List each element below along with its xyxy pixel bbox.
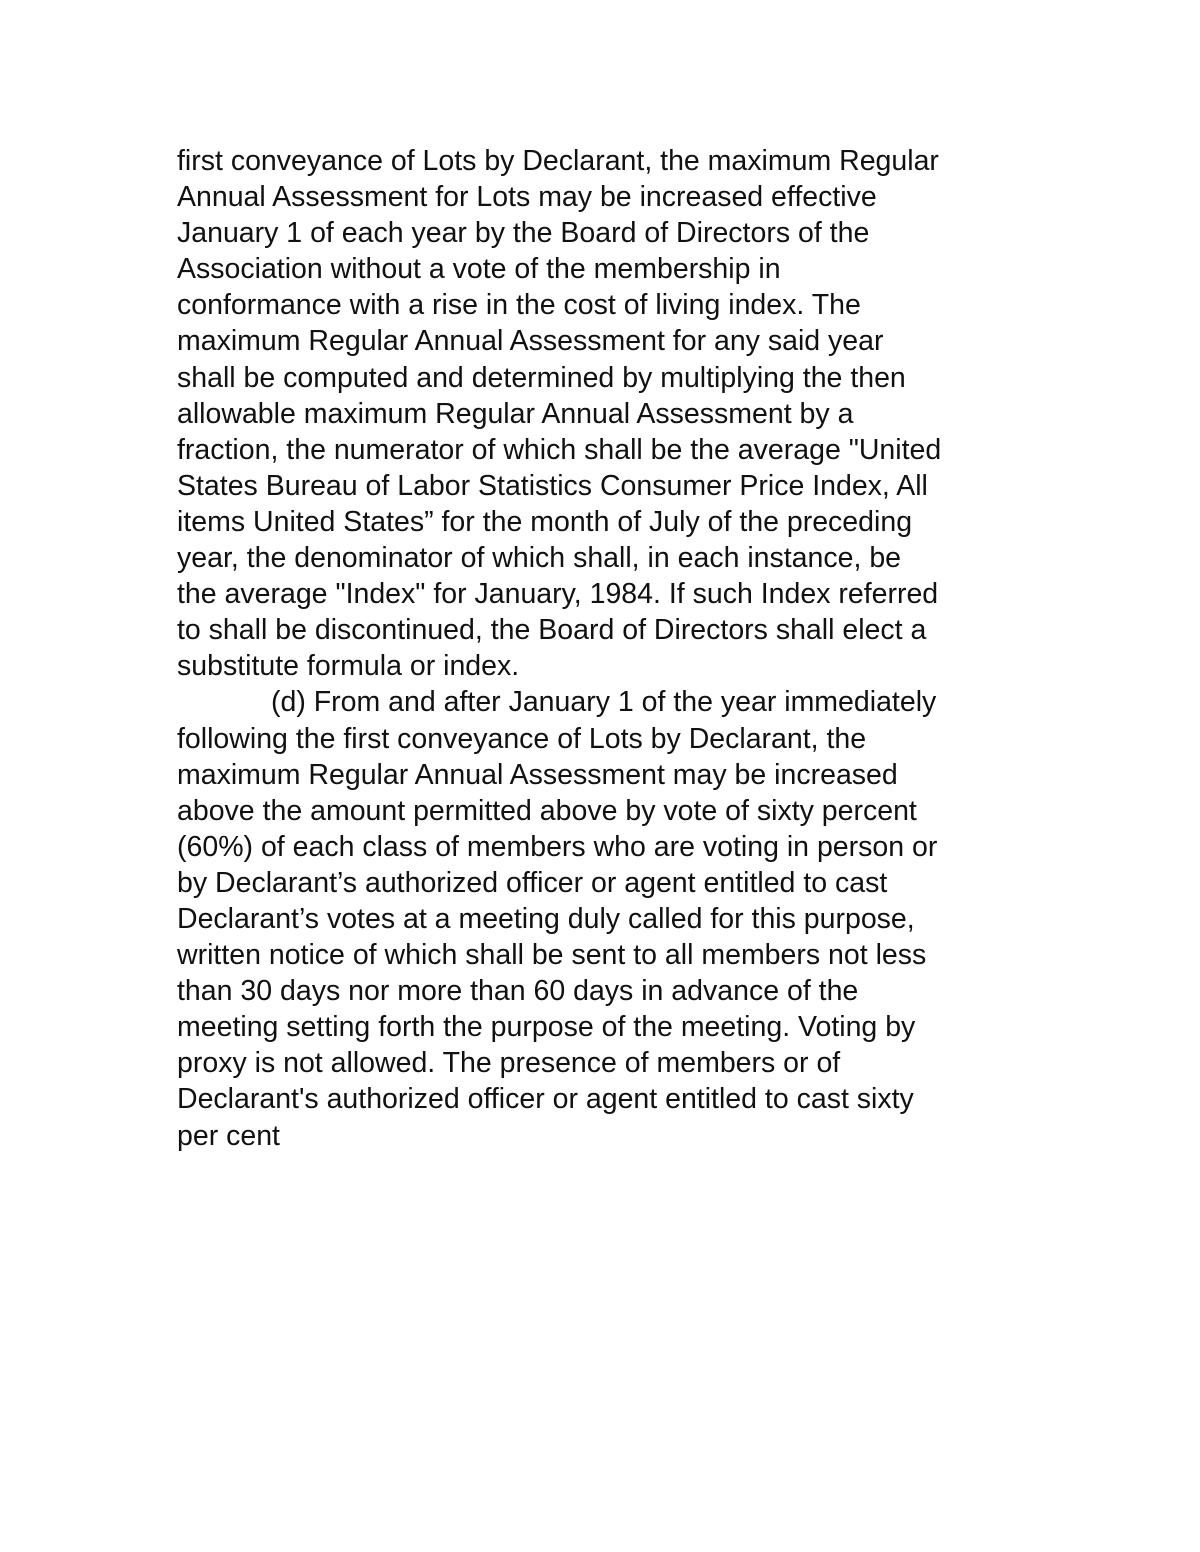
text-line: proxy is not allowed. The presence of members or of	[177, 1047, 841, 1080]
text-line: meeting setting forth the purpose of the meeting. Voting by	[177, 1011, 916, 1044]
text-line: allowable maximum Regular Annual Assessment by a	[177, 397, 854, 430]
text-line: to shall be discontinued, the Board of Directors shall elect a	[177, 614, 927, 647]
text-line: Association without a vote of the membership in	[177, 253, 781, 286]
text-line: Declarant's authorized officer or agent entitled to cast sixty	[177, 1083, 914, 1116]
paragraph-d-first-line: (d) From and after January 1 of the year immediately	[271, 686, 937, 719]
text-line: per cent	[177, 1119, 280, 1152]
text-line: (60%) of each class of members who are voting in person or	[177, 830, 938, 863]
text-line: items United States” for the month of July of the preceding	[177, 505, 913, 538]
text-line: fraction, the numerator of which shall be the average "United	[177, 433, 942, 466]
text-line: States Bureau of Labor Statistics Consumer Price Index, All	[177, 469, 928, 502]
text-line: Declarant’s votes at a meeting duly called for this purpose,	[177, 902, 915, 935]
text-line: by Declarant’s authorized officer or agent entitled to cast	[177, 866, 888, 899]
text-line: maximum Regular Annual Assessment may be increased	[177, 758, 898, 791]
text-line: shall be computed and determined by multiplying the then	[177, 361, 906, 394]
text-line: January 1 of each year by the Board of Directors of the	[177, 217, 870, 250]
body-text	[177, 143, 1037, 1154]
text-line: the average "Index" for January, 1984. If such Index referred	[177, 578, 939, 611]
text-line: first conveyance of Lots by Declarant, the maximum Regular	[177, 145, 939, 177]
text-line: year, the denominator of which shall, in each instance, be	[177, 542, 902, 575]
text-line: Annual Assessment for Lots may be increased effective	[177, 181, 877, 214]
text-line: following the first conveyance of Lots by Declarant, the	[177, 722, 867, 755]
text-line: maximum Regular Annual Assessment for any said year	[177, 325, 884, 358]
text-line: written notice of which shall be sent to all members not less	[177, 939, 927, 972]
text-line: above the amount permitted above by vote of sixty percent	[177, 794, 917, 827]
text-line: conformance with a rise in the cost of living index. The	[177, 289, 861, 322]
text-line: substitute formula or index.	[177, 650, 520, 683]
text-line: than 30 days nor more than 60 days in advance of the	[177, 975, 859, 1008]
